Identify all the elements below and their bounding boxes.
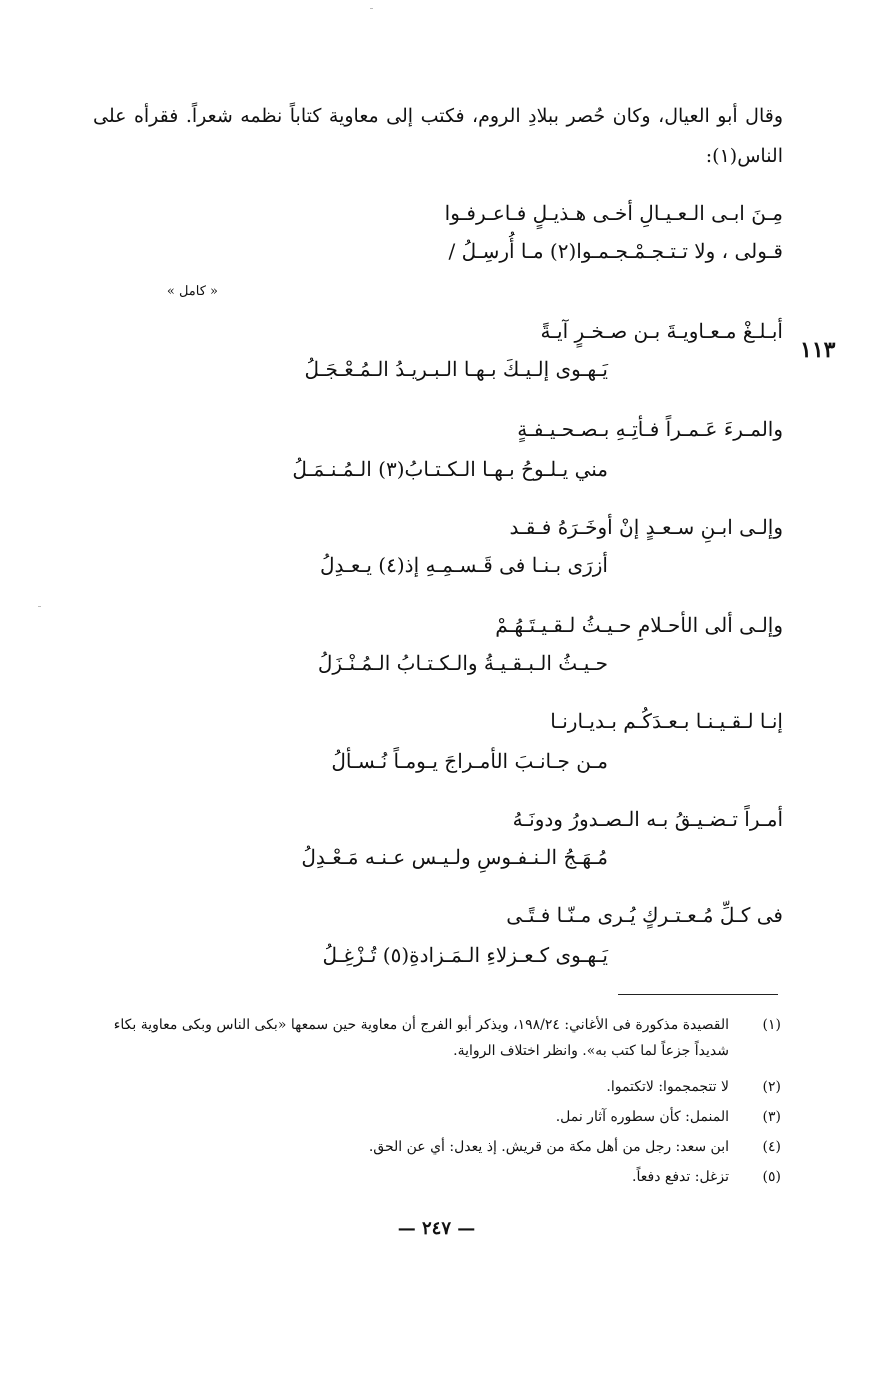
footnote-3	[91, 1104, 781, 1130]
verse-2-second: مني يـلـوحُ بـهـا الـكـتـابُ(٣) الـمُـنـمَـلُ	[292, 457, 608, 481]
footnote-number: (٣)	[762, 1109, 781, 1125]
footnote-number: (٥)	[762, 1169, 781, 1185]
footnote-text: القصيدة مذكورة فى الأغاني: ١٩٨/٢٤، ويذكر أبو الفرج أن معاوية حين سمعها «بكى الناس وبكى معاوية بكاء شديداً جزعاً لما كتب به». وانظر اختلاف الرواية.	[113, 1017, 729, 1059]
preface-verse-second: قـولى ، ولا تـتـجـمْـجـمـوا(٢) مـا أُرسِـلُ /	[448, 239, 783, 263]
meter-label: « كامل »	[166, 284, 218, 299]
verse-7-first: فى كـلِّ مُـعـتـركٍ يُـرى مـنّـا فـتًـى	[506, 903, 783, 927]
footnote-text: لا تتجمجموا: لاتكتموا.	[606, 1079, 729, 1095]
scan-mark	[38, 606, 41, 607]
footnote-1	[91, 1012, 781, 1064]
verse-1-second: يَـهـوى إلـيـكَ بـهـا الـبـريـدُ الـمُـعْـجَـلُ	[304, 357, 608, 381]
footnote-separator	[618, 994, 778, 995]
verse-4-second: حـيـثُ الـبـقـيـةُ والـكـتـابُ الـمُـنْـزَلُ	[317, 651, 608, 675]
verse-6-second: مُـهَـجُ الـنـفـوسِ ولـيـس عـنـه مَـعْـدِلُ	[301, 845, 608, 869]
verse-6-first: أمـراً تـضـيـقُ بـه الـصـدورُ ودونَـهُ	[512, 807, 783, 831]
verse-7-second: يَـهـوى كـعـزلاءِ الـمَـزادةِ(٥) تُـزْغِـلُ	[322, 943, 608, 967]
verse-2-first: والمـرءَ عَـمـراً فـأتِـهِ بـصـحـيـفـةٍ	[517, 417, 783, 441]
scan-mark	[370, 8, 373, 9]
page-number: — ٢٤٧ —	[397, 1218, 476, 1239]
preface-verse-first: مِـنَ ابـى الـعـيـالِ أخـى هـذيـلٍ فـاعـرفـوا	[444, 201, 783, 225]
footnote-number: (٢)	[762, 1079, 781, 1095]
footnote-2	[91, 1074, 781, 1100]
footnote-5	[91, 1164, 781, 1190]
verse-5-first: إنـا لـقـيـنـا بـعـدَكُـم بـديـارنـا	[550, 709, 783, 733]
footnote-number: (١)	[762, 1017, 781, 1033]
verse-5-second: مـن جـانـبَ الأمـراجَ يـومـاً نُـسـألُ	[331, 749, 608, 773]
footnote-number: (٤)	[762, 1139, 781, 1155]
poem-number: ١١٣	[800, 337, 836, 363]
verse-1-first: أبـلـغْ مـعـاويـةَ بـن صـخـرٍ آيـةً	[540, 319, 783, 343]
verse-3-second: أزرَى بـنـا فى قَـسـمِـهِ إذ(٤) يـعـدِلُ	[319, 553, 608, 577]
footnote-text: المنمل: كأن سطوره آثار نمل.	[555, 1109, 729, 1125]
footnote-text: تزغل: تدفع دفعاً.	[632, 1169, 729, 1185]
intro-paragraph: وقال أبو العيال، وكان حُصر ببلادِ الروم، فكتب إلى معاوية كتاباً نظمه شعراً. فقرأه على الناس(١):	[93, 105, 783, 167]
verse-4-first: وإلـى ألى الأحـلامِ حـيـثُ لـقـيـتَـهُـمْ	[495, 613, 783, 637]
verse-3-first: وإلـى ابـنِ سـعـدٍ إنْ أوخَـرَهُ فـقـد	[509, 515, 783, 539]
footnote-text: ابن سعد: رجل من أهل مكة من قريش. إذ يعدل: أي عن الحق.	[368, 1139, 729, 1155]
footnote-4	[91, 1134, 781, 1160]
